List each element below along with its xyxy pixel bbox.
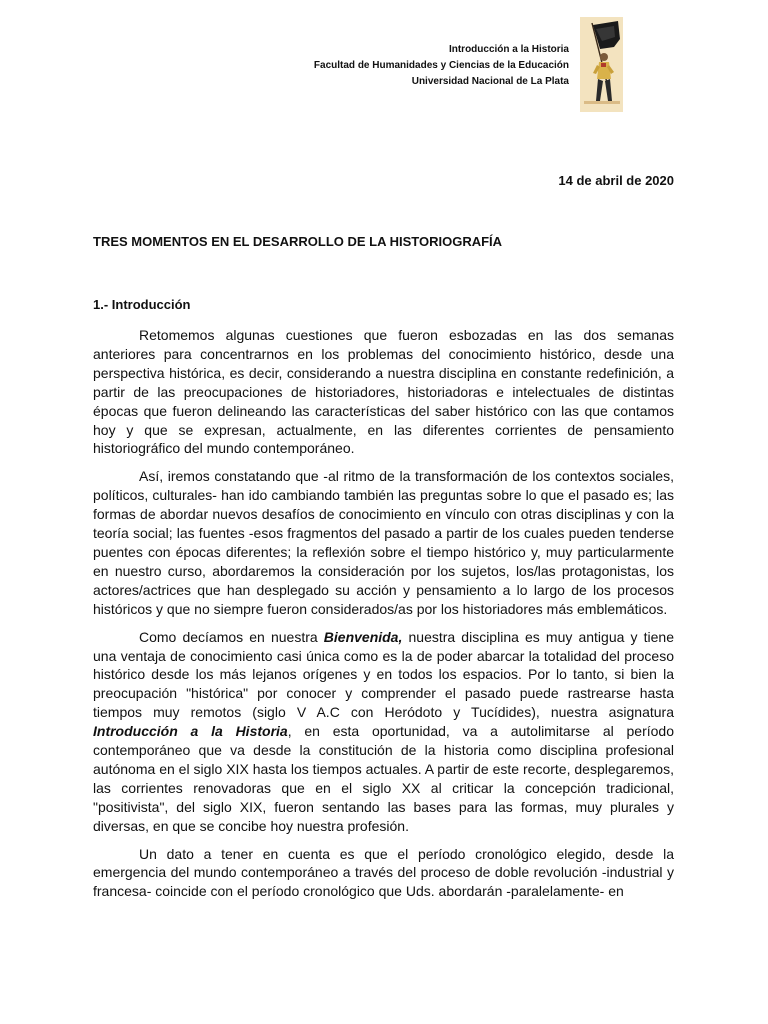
university-name: Universidad Nacional de La Plata bbox=[411, 76, 569, 87]
institution-header bbox=[314, 42, 569, 90]
document-date: 14 de abril de 2020 bbox=[558, 173, 674, 188]
document-title: TRES MOMENTOS EN EL DESARROLLO DE LA HISTORIOGRAFÍA bbox=[93, 234, 503, 249]
bienvenida-emphasis: Bienvenida, bbox=[323, 628, 403, 645]
course-name: Introducción a la Historia bbox=[448, 44, 569, 55]
faculty-name: Facultad de Humanidades y Ciencias de la Educación bbox=[313, 60, 569, 71]
section-heading: 1.- Introducción bbox=[93, 297, 191, 312]
paragraph-3-text-c: nuestra disciplina es muy antigua y tiene una ventaja de conocimiento casi única como es la de poder abarcar la totalidad del proceso histórico desde los más lejanos orígenes y en todos los espacios. Por lo tanto, si bien la preocupación "histórica" por conocer y comprender el pasado puede rastrearse hasta tiempos muy remotos (siglo V A.C con Heródoto y Tucídides), nuestra asignatura bbox=[93, 628, 674, 721]
course-name-emphasis: Introducción a la Historia bbox=[93, 723, 288, 740]
flag-bearer-figure-icon bbox=[580, 17, 623, 112]
paragraph-3-text-a: Como decíamos en nuestra bbox=[139, 628, 324, 645]
paragraph-4: Un dato a tener en cuenta es que el período cronológico elegido, desde la emergencia del mundo contemporáneo a través del proceso de doble revolución -industrial y francesa- coincide con el período cronológico que Uds. abordarán -paralelamente- en bbox=[93, 845, 674, 900]
paragraph-1: Retomemos algunas cuestiones que fueron esbozadas en las dos semanas anteriores para concentrarnos en los problemas del conocimiento histórico, desde una perspectiva histórica, es decir, considerando a nuestra disciplina en constante redefinición, a partir de las preocupaciones de historiadores, historiadoras e intelectuales de distintas épocas que fueron delineando las características del saber histórico con las que contamos hoy y que se expresan, actualmente, en las diferentes corrientes de pensamiento historiográfico del mundo contemporáneo. bbox=[93, 327, 674, 457]
paragraph-3 bbox=[93, 628, 674, 836]
paragraph-2: Así, iremos constatando que -al ritmo de la transformación de los contextos sociales, políticos, culturales- han ido cambiando también las preguntas sobre lo que el pasado es; las formas de abordar nuevos desafíos de conocimiento en vínculo con otras disciplinas y con la teoría social; las fuentes -esos fragmentos del pasado a partir de los cuales pueden tenderse puentes con épocas diferentes; la reflexión sobre el tiempo histórico y, muy particularmente en nuestro curso, abordaremos la consideración por los sujetos, los/las protagonistas, los actores/actrices que han desplegado su acción y pensamiento a lo largo de los procesos históricos y que no siempre fueron considerados/as por los historiadores más emblemáticos. bbox=[93, 468, 674, 617]
logo bbox=[580, 17, 623, 112]
document-body bbox=[93, 326, 674, 901]
paragraph-3-text-e: , en esta oportunidad, va a autolimitarse al período contemporáneo que va desde la constitución de la historia como disciplina profesional autónoma en el siglo XIX hasta los tiempos actuales. A partir de este recorte, desplegaremos, las corrientes renovadoras que en el siglo XX al criticar la concepción tradicional, "positivista", del siglo XIX, fueron sentando las bases para las formas, muy plurales y diversas, en que se concibe hoy nuestra profesión. bbox=[93, 723, 675, 834]
